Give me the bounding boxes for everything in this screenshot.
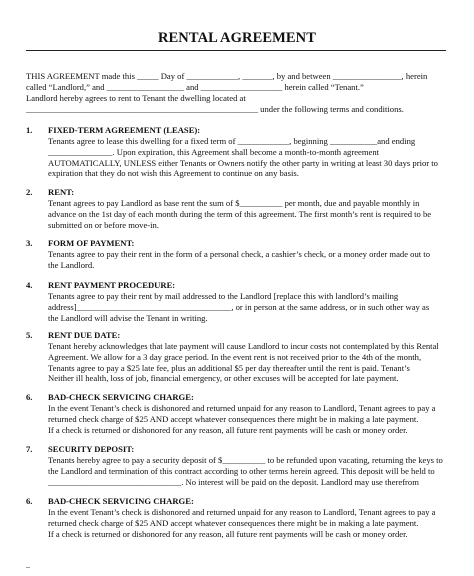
section-line: the Landlord and termination of this contract according to other terms herein agreed. This deposit will be held to bbox=[48, 465, 435, 476]
section-line: In the event Tenant’s check is dishonored and returned unpaid for any reason to Landlord, Tenant agrees to pay a bbox=[48, 507, 436, 517]
section-body bbox=[48, 136, 448, 179]
section-line: the Landlord will advise the Tenant in writing. bbox=[48, 312, 208, 323]
section-line: returned check charge of $25 AND accept whatever consequences there might be in making a late payment. bbox=[48, 413, 419, 424]
section-heading: FIXED-TERM AGREEMENT (LEASE): bbox=[48, 125, 201, 135]
section-body bbox=[48, 198, 448, 230]
section-heading: RENT: bbox=[48, 187, 75, 197]
section-line: Tenants agree to pay a $25 late fee, plus an additional $5 per day thereafter until the rent is paid. Tenant’s bbox=[48, 362, 410, 373]
section-line: returned check charge of $25 AND accept whatever consequences there might be in making a late payment. bbox=[48, 517, 419, 528]
section-body bbox=[48, 403, 448, 435]
section-line: Neither ill health, loss of job, financial emergency, or other excuses will be accepted for late payment. bbox=[48, 373, 399, 384]
section-line: advance on the 1st day of each month during the term of this agreement. The first month’s rent is required to be bbox=[48, 208, 432, 219]
section-line: the Landlord. bbox=[48, 259, 95, 270]
section-line: submitted on or before move-in. bbox=[48, 219, 159, 230]
document-title: RENTAL AGREEMENT bbox=[157, 30, 317, 46]
section-line: address]____________________________________, or in person at the same address, or in such other way as bbox=[48, 301, 430, 312]
section-line: Tenants agree to pay their rent in the form of a personal check, a cashier’s check, or a money order made out to bbox=[48, 249, 430, 259]
section-number: 2. bbox=[26, 187, 33, 197]
section-line: Tenant agrees to pay Landlord as base rent the sum of $__________ per month, due and payable monthly in bbox=[48, 198, 420, 208]
section-number: 1. bbox=[26, 125, 33, 135]
section-line: In the event Tenant’s check is dishonored and returned unpaid for any reason to Landlord, Tenant agrees to pay a bbox=[48, 403, 436, 413]
section-number: 7. bbox=[26, 444, 33, 454]
section-number: 5. bbox=[26, 330, 33, 340]
section-line: Tenants agree to lease this dwelling for a fixed term of ____________, beginning ___________and ending bbox=[48, 136, 416, 146]
section-line: expiration that they do not wish this Agreement to continue on any basis. bbox=[48, 168, 299, 179]
section-heading: SECURITY DEPOSIT: bbox=[48, 444, 135, 454]
intro-line: Landlord hereby agrees to rent to Tenant the dwelling located at bbox=[26, 93, 246, 103]
section-number: 3. bbox=[26, 238, 33, 248]
section-line: If a check is returned or dishonored for any reason, all future rent payments will be cash or money order. bbox=[48, 424, 408, 435]
section-body bbox=[48, 455, 448, 498]
section-heading: FORM OF PAYMENT: bbox=[48, 238, 135, 248]
section-line: _______________. Upon expiration, this Agreement shall become a month-to-month agreement bbox=[48, 146, 380, 157]
section-number: 6. bbox=[26, 496, 33, 506]
intro-line: called “Landlord,” and __________________ and ___________________ herein called “Tenant.” bbox=[26, 82, 364, 92]
section-body bbox=[48, 249, 448, 271]
section-line: Agreement. We allow for a 3 day grace period. In the event rent is not received prior to the 4th of the month, bbox=[48, 351, 422, 362]
intro-line: ______________________________________________________ under the following terms and conditions. bbox=[26, 104, 404, 114]
section-line: If a check is returned or dishonored for any reason, all future rent payments will be cash or money order. bbox=[48, 528, 408, 539]
section-body bbox=[48, 341, 448, 384]
section-line: Tenants hereby agree to pay a security deposit of $__________ to be refunded upon vacating, returning the keys to bbox=[48, 455, 443, 465]
section-number: 4. bbox=[26, 280, 33, 290]
section-number: 6. bbox=[26, 392, 33, 402]
section-line: _______________________________. No interest will be paid on the deposit. Landlord may use therefrom bbox=[48, 476, 419, 487]
section-heading: RENT DUE DATE: bbox=[48, 330, 121, 340]
footer-mark: _ bbox=[26, 560, 30, 569]
intro-line: THIS AGREEMENT made this _____ Day of ____________, _______, by and between ________________, herein bbox=[26, 71, 428, 81]
section-heading: BAD-CHECK SERVICING CHARGE: bbox=[48, 496, 194, 506]
section-line: Tenant hereby acknowledges that late payment will cause Landlord to incur costs not contemplated by this Rental bbox=[48, 341, 439, 351]
section-body bbox=[48, 507, 448, 539]
section-line: AUTOMATICALLY, UNLESS either Tenants or Owners notify the other party in writing at least 30 days prior to bbox=[48, 157, 438, 168]
title-divider bbox=[26, 50, 446, 51]
section-body bbox=[48, 291, 448, 323]
section-line: Tenants agree to pay their rent by mail addressed to the Landlord [replace this with landlord’s mailing bbox=[48, 291, 399, 301]
section-heading: BAD-CHECK SERVICING CHARGE: bbox=[48, 392, 194, 402]
section-heading: RENT PAYMENT PROCEDURE: bbox=[48, 280, 176, 290]
